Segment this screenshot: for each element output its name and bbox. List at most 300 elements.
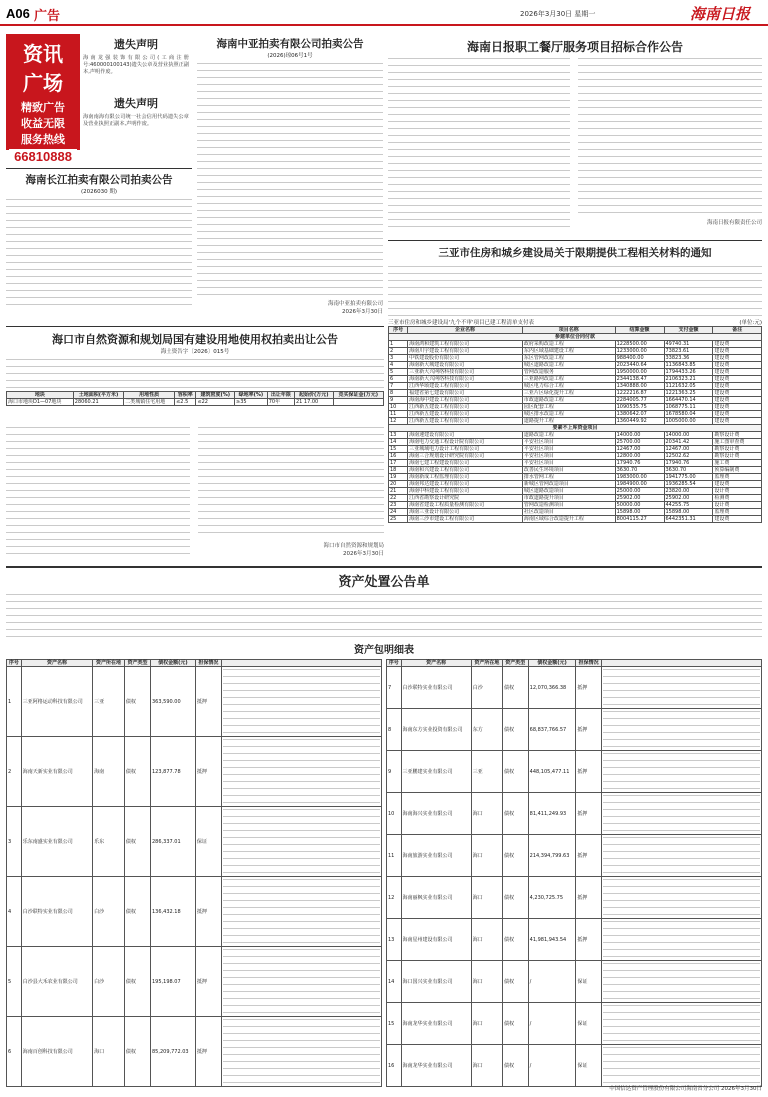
table-cell: ≥35 [235,399,268,406]
table-cell: 海南旅游实业有限公司 [401,835,471,877]
restaurant-body-right [578,58,762,218]
table-header-cell: 结算金额 [615,327,664,334]
table-cell: 16 [389,453,408,460]
table-cell: 三亚鹏建实业有限公司 [401,751,471,793]
table-cell: 18 [389,467,408,474]
table-cell: 三亚 [471,751,502,793]
table-header-cell: 用地性质 [124,392,175,399]
table-cell-details [222,737,382,807]
haikou-land-body-right [198,427,384,539]
table-cell: 抵押 [576,793,602,835]
table-cell: 江西省勘察设计研究院 [408,495,523,502]
table-cell: 抵押 [576,709,602,751]
table-cell: 12 [389,418,408,425]
table-cell: 4 [7,877,22,947]
table-cell: 1984900.00 [615,481,664,488]
table-cell: 白沙 [93,947,125,1017]
loss-notice-text: 海南龙强装饰有限公司(工商注册号:460000100143)遗失公章及营业执照正副本,声明作废。 [83,55,189,75]
table-cell: 8004115.27 [615,516,664,523]
table-row [389,383,762,390]
table-row [389,495,762,502]
table-cell: 1221363.25 [664,390,713,397]
restaurant-tender-notice [388,36,762,236]
table-row [389,439,762,446]
table-row [389,390,762,397]
table-cell: 检测费 [713,495,762,502]
table-cell: 1228500.00 [615,341,664,348]
table-cell: 三亚路网改造工程 [522,376,615,383]
table-cell: 海南三亚设计有限公司 [408,509,523,516]
table-cell-details [602,751,762,793]
table-cell: 19 [389,474,408,481]
haikou-land-date: 2026年3月30日 [343,551,384,557]
table-group-row [389,334,762,341]
table-cell: 江西新五建设工程有限公司 [408,404,523,411]
table-cell: 2 [7,737,22,807]
table-cell: 中铁建设股份有限公司 [408,355,523,362]
table-cell: 建设费 [713,404,762,411]
table-cell: 抵押 [195,667,221,737]
table-header-cell [222,660,382,667]
detail-text [223,739,380,805]
table-cell: 1090535.75 [615,404,664,411]
table-header-cell: 担保情况 [576,660,602,667]
table-header-cell: 担保情况 [195,660,221,667]
loss-notice-title: 遗失声明 [114,38,158,51]
loss-notice-text: 海南南海有限公司统一社会信用代码遗失公章及营业执照正副本,声明作废。 [83,114,189,127]
table-cell: 东方 [471,709,502,751]
table-cell: 建设费 [713,411,762,418]
table-cell: 25700.00 [615,439,664,446]
table-cell-details [222,877,382,947]
table-cell: 抵押 [576,667,602,709]
table-cell: 社区改造项目 [522,509,615,516]
table-cell: 施工费 [713,460,762,467]
sanya-table-title: 三亚市住房和城乡建设局'九个不审'项目已建工程清单支付表 [388,320,535,326]
table-cell: 44255.75 [664,502,713,509]
table-cell: 海南海中建设工程有限公司 [408,397,523,404]
table-row [389,509,762,516]
table-cell: 白沙 [93,877,125,947]
table-cell: 5 [7,947,22,1017]
table-row [7,1017,382,1087]
table-row [7,667,382,737]
table-cell: 14 [389,439,408,446]
table-row [389,481,762,488]
table-cell: 抵押 [576,751,602,793]
table-cell: 286,337.01 [151,807,196,877]
table-cell: 建设费 [713,355,762,362]
table-cell: 监理费 [713,509,762,516]
table-cell: 债权 [502,1045,528,1087]
table-cell: 海南东方实业投资有限公司 [401,709,471,751]
haikou-land-table [6,391,384,406]
table-row [389,446,762,453]
table-cell: 16 [387,1045,402,1087]
table-header-cell [602,660,762,667]
table-cell: 债权 [502,1003,528,1045]
sanya-table [388,326,762,523]
table-cell: 21 [389,488,408,495]
table-cell: 平安社区项目 [522,439,615,446]
table-cell: 海南和兴建设工程有限公司 [408,467,523,474]
table-cell: 海南电力交通工程设计院有限公司 [408,439,523,446]
changjiang-auction-notice [6,168,192,318]
table-cell: 保证 [576,961,602,1003]
sanya-notice [388,240,762,558]
table-row [7,737,382,807]
table-cell: 73823.61 [664,348,713,355]
classified-ad-box [6,34,80,164]
table-cell: 抵押 [195,737,221,807]
table-cell: 448,105,477.11 [528,751,576,793]
table-cell: 管网改造服务 [522,369,615,376]
table-header-cell: 序号 [7,660,22,667]
table-cell: ≤22 [196,399,235,406]
table-cell: 债权 [502,835,528,877]
table-cell: 17 [389,460,408,467]
table-header-cell: 起始价(万元) [294,392,333,399]
table-cell: 81,411,249.93 [528,793,576,835]
table-cell: ≤2.5 [175,399,196,406]
table-cell: 15898.00 [664,509,713,516]
table-cell: 福建省第七建设有限公司 [408,390,523,397]
asset-sign-date: 2026年3月30日 [721,1086,762,1092]
table-cell: 25902.00 [664,495,713,502]
table-cell: 保证 [195,807,221,877]
table-cell: 2344138.47 [615,376,664,383]
table-cell: 85,209,772.03 [151,1017,196,1087]
table-cell-details [602,709,762,751]
table-cell: 12 [387,877,402,919]
detail-text [223,879,380,945]
detail-text [603,711,760,749]
table-cell: 1222216.87 [615,390,664,397]
detail-text [603,1047,760,1085]
table-cell-details [602,877,762,919]
table-cell-details [602,919,762,961]
table-cell: 363,590.00 [151,667,196,737]
zhongya-auction-notice [197,36,383,322]
table-row [387,793,762,835]
table-cell: 13 [387,919,402,961]
table-cell: 管网改造检测项目 [522,502,615,509]
table-cell: 海南川宇建设工程有限公司 [408,348,523,355]
table-row [387,1045,762,1087]
detail-text [603,963,760,1001]
table-cell: 债权 [502,877,528,919]
table-cell: 债权 [124,667,150,737]
asset-sign-name: 中国信达资产管理股份有限公司海南省分公司 [609,1086,720,1092]
table-header-cell: 序号 [387,660,402,667]
table-cell: 3630.70 [615,467,664,474]
table-cell: 24 [389,509,408,516]
table-cell: 214,394,799.63 [528,835,576,877]
zhongya-title: 海南中亚拍卖有限公司拍卖公告 [216,38,364,50]
table-row [387,709,762,751]
asset-title: 资产处置公告单 [338,575,430,590]
table-cell: 海南省建设工程质量检测有限公司 [408,502,523,509]
table-cell: 10 [389,404,408,411]
table-cell: 1936285.54 [664,481,713,488]
table-cell: 2284005.77 [615,397,664,404]
table-cell: 设计费 [713,488,762,495]
table-cell-details [222,947,382,1017]
table-cell: 园区配套工程 [522,404,615,411]
table-cell: 1983000.00 [615,474,664,481]
table-cell: 政府采购改造工程 [522,341,615,348]
table-cell-details [602,961,762,1003]
table-cell: 28060.21 [73,399,123,406]
table-cell: 建设费 [713,418,762,425]
zhongya-date: 2026年3月30日 [342,309,383,315]
table-header-cell: 资产所在地 [471,660,502,667]
table-header-cell: 土地面积(平方米) [73,392,123,399]
table-header-cell: 建筑密度(%) [196,392,235,399]
table-cell: 8 [387,709,402,751]
table-cell-details [602,667,762,709]
table-cell: 2 [389,348,408,355]
adbox-label: 服务热线 [21,133,65,146]
table-cell: 25 [389,516,408,523]
restaurant-title: 海南日报职工餐厅服务项目招标合作公告 [466,40,683,54]
table-row [389,502,762,509]
detail-text [603,921,760,959]
table-cell: 136,432.18 [151,877,196,947]
table-cell: 抵押 [576,877,602,919]
table-cell: / [528,961,576,1003]
table-row [389,341,762,348]
adbox-line2: 广场 [23,71,63,95]
table-cell: / [528,1045,576,1087]
table-cell: 1380642.07 [615,411,664,418]
adbox-line4: 收益无限 [21,117,65,130]
table-cell: 建设费 [713,341,762,348]
detail-text [223,809,380,875]
table-cell: 海口 [471,1003,502,1045]
table-cell: 海南海兴实业有限公司 [401,793,471,835]
adbox-phone: 66810888 [9,149,77,164]
table-cell: 债权 [502,709,528,751]
loss-notice-1 [83,36,189,92]
table-cell: 东内区域基础建设工程 [522,348,615,355]
table-header-cell: 地块 [7,392,74,399]
table-cell: 抵押 [576,919,602,961]
table-cell: 预算编制费 [713,467,762,474]
table-row [387,751,762,793]
table-group-row [389,425,762,432]
table-header-cell: 资产类型 [502,660,528,667]
table-cell: 1005000.00 [664,418,713,425]
table-cell: 道路改造工程 [522,432,615,439]
table-cell: 123,877.78 [151,737,196,807]
asset-table-left [6,659,382,1087]
table-cell: 抵押 [195,877,221,947]
asset-intro [6,594,762,638]
table-cell: 2023440.64 [615,362,664,369]
table-cell: 70年 [267,399,294,406]
detail-text [223,949,380,1015]
table-cell: 债权 [502,961,528,1003]
table-cell: 江西新五建设工程有限公司 [408,411,523,418]
table-cell: 海口 [471,877,502,919]
table-row [389,474,762,481]
table-cell: 债权 [124,947,150,1017]
table-cell [333,399,383,406]
table-cell: 城区道路改造工程 [522,362,615,369]
table-cell: 6442351.31 [664,516,713,523]
table-row [7,947,382,1017]
table-cell: 12800.00 [615,453,664,460]
table-cell: 15898.00 [615,509,664,516]
table-row [389,369,762,376]
table-cell: 债权 [502,751,528,793]
table-cell: 1950000.00 [615,369,664,376]
table-row [387,1003,762,1045]
table-cell: 3 [389,355,408,362]
table-cell: 江西新五建设工程有限公司 [408,418,523,425]
table-row [389,432,762,439]
table-row [389,404,762,411]
table-cell: 7 [387,667,402,709]
table-cell: 15 [387,1003,402,1045]
table-cell: 14 [387,961,402,1003]
changjiang-subtitle: (2026030 期) [80,189,118,195]
table-cell: / [528,1003,576,1045]
table-cell: 白沙 [471,667,502,709]
table-cell: 海南区域综合改造提升工程 [522,516,615,523]
table-cell: 三亚片区绿化提升工程 [522,390,615,397]
table-cell: 海口 [471,961,502,1003]
table-cell: 城区道路改造项目 [522,488,615,495]
table-cell: 12467.00 [615,446,664,453]
table-cell: 抵押 [195,1017,221,1087]
table-cell: 债权 [124,877,150,947]
table-cell: 东区管网改造工程 [522,355,615,362]
table-cell-details [222,1017,382,1087]
table-cell: 债权 [124,1017,150,1087]
table-cell: 海南天新实业有限公司 [21,737,92,807]
table-cell: 21 17.00 [294,399,333,406]
table-cell: 三亚 [93,667,125,737]
table-cell: 建设费 [713,362,762,369]
table-row [7,807,382,877]
table-cell: 50000.00 [615,502,664,509]
table-cell: 改善民生环境项目 [522,467,615,474]
sanya-body [388,266,762,316]
table-cell: 15 [389,446,408,453]
table-cell: 23820.00 [664,488,713,495]
table-cell: 江西华颂建设工程有限公司 [408,383,523,390]
detail-text [223,1019,380,1085]
table-cell: 41,981,943.54 [528,919,576,961]
table-cell: 海南速建设有限公司 [408,432,523,439]
table-cell: 17940.76 [615,460,664,467]
table-cell: 1941775.00 [664,474,713,481]
table-cell: 3630.70 [664,467,713,474]
table-cell: 白沙县大禾农业有限公司 [21,947,92,1017]
table-cell-details [602,793,762,835]
table-cell: 49740.31 [664,341,713,348]
sanya-title: 三亚市住房和城乡建设局关于限期提供工程相关材料的通知 [438,247,712,259]
table-cell: 1 [7,667,22,737]
zhongya-subtitle: (2026)琼06号1号 [267,53,313,59]
table-cell: 4 [389,362,408,369]
table-cell: 11 [387,835,402,877]
table-cell: 债权 [124,807,150,877]
loss-notice-2 [83,95,189,150]
changjiang-title: 海南长江拍卖有限公司拍卖公告 [25,174,173,186]
table-cell: 17940.76 [664,460,713,467]
table-cell: 三亚城域电力设计工程有限公司 [408,446,523,453]
table-cell: 1068775.11 [664,404,713,411]
table-cell: 12,070,366.38 [528,667,576,709]
table-cell: 9 [389,397,408,404]
table-cell: 排水管网工程 [522,474,615,481]
table-header-cell: 绿地率(%) [235,392,268,399]
restaurant-body-left [388,58,570,232]
detail-text [603,1005,760,1043]
table-cell: 4,230,725.75 [528,877,576,919]
table-cell-details [222,667,382,737]
table-cell: 14000.00 [664,432,713,439]
haikou-land-body-left [6,427,190,555]
zhongya-signature: 海南中亚拍卖有限公司 [327,301,383,307]
table-cell-details [602,1045,762,1087]
table-group-label: 参建单位合同付款 [389,334,762,341]
table-cell: 海南三沙市建设工程有限公司 [408,516,523,523]
table-cell-details [602,1003,762,1045]
table-cell: 抵押 [195,947,221,1017]
table-cell: 城区排水改造工程 [522,411,615,418]
table-cell: 1664470.14 [664,397,713,404]
table-cell: 平安社区项目 [522,446,615,453]
table-cell: 20 [389,481,408,488]
table-cell: 城区电力综合工程 [522,383,615,390]
table-cell: 195,198.07 [151,947,196,1017]
table-cell: 债权 [502,667,528,709]
asset-signature [609,1084,762,1092]
table-header-cell: 资产名称 [21,660,92,667]
table-cell: 监理费 [713,474,762,481]
table-row [389,397,762,404]
table-cell: 海南新大城建设有限公司 [408,362,523,369]
table-cell: 平安社区项目 [522,453,615,460]
table-cell: 23 [389,502,408,509]
table-cell: 海口 [471,835,502,877]
sanya-table-unit: (单位:元) [739,320,762,326]
table-cell: 1121632.05 [664,383,713,390]
table-row [387,835,762,877]
table-cell: 988400.00 [615,355,664,362]
loss-notice-title: 遗失声明 [114,97,158,110]
table-header-cell: 项目名称 [522,327,615,334]
table-cell: 海口 [471,793,502,835]
table-cell: 海南星州建设有限公司 [401,919,471,961]
table-cell: 设计费 [713,502,762,509]
table-cell: 海南七建工程建设有限公司 [408,460,523,467]
table-cell: 海南 [93,737,125,807]
table-cell: 保证 [576,1003,602,1045]
table-cell-details [222,807,382,877]
table-cell: 海南三合规划设计研究院有限公司 [408,453,523,460]
table-cell: 三亚新大兴网络科技有限公司 [408,369,523,376]
table-cell: 13 [389,432,408,439]
table-row [7,877,382,947]
table-cell: 保证 [576,1045,602,1087]
table-header-cell: 债权金额(元) [528,660,576,667]
table-cell: 建设费 [713,369,762,376]
